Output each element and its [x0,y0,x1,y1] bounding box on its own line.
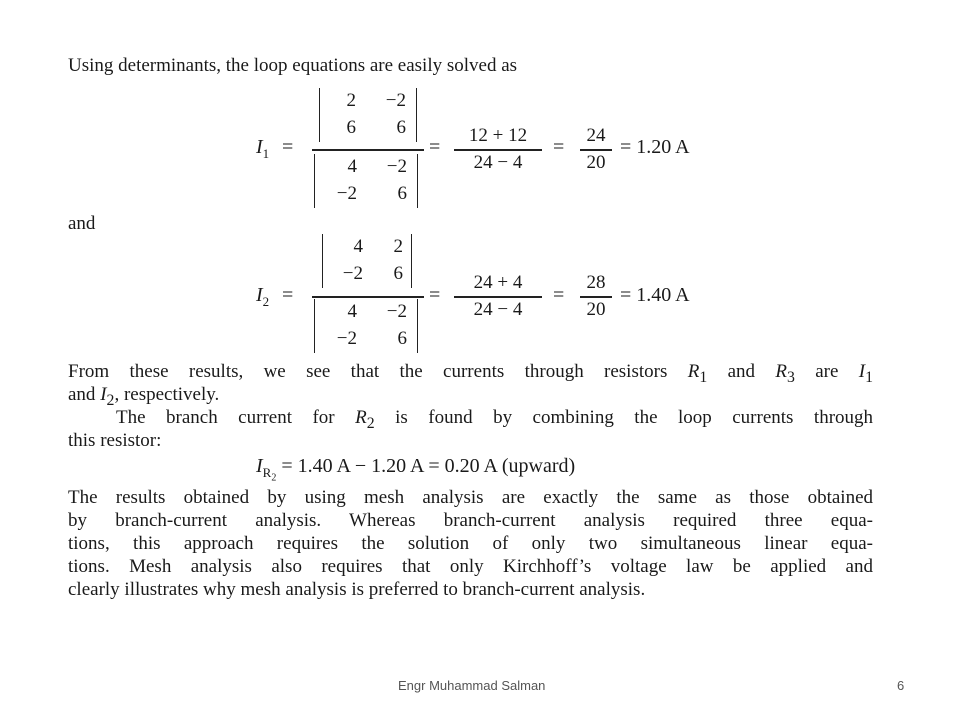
eq3-lhs-sub-r: R [262,465,272,480]
i2-var: I [100,384,107,405]
eq1-frac2-bar [580,149,612,151]
para2-line1-a: The branch current for [116,407,335,428]
para2-line2: this resistor: [68,430,162,451]
eq1-lhs-sub: 1 [262,146,270,161]
eq1-num-det-a21: 6 [346,117,356,138]
eq1-lhs [256,136,269,162]
para1-line1-text: From these results, we see that the currents through resistors [68,361,668,382]
para3-line3: tions, this approach requires the solution of only two simultaneous linear equa- [68,533,873,554]
eq2-frac2-bar [580,296,612,298]
i2-sub: 2 [106,391,115,409]
eq3-rhs: = 1.40 A − 1.20 A = 0.20 A (upward) [281,455,576,477]
eq1-main-fraction-bar [312,149,424,151]
eq2-result: = 1.40 A [620,284,690,306]
eq2-frac2-numerator: 28 [586,272,606,293]
eq1-equals-2: = [429,136,441,158]
eq1-denominator-determinant [314,154,418,208]
eq2-lhs [256,284,269,310]
eq1-den-det-a11: 4 [347,156,357,177]
eq1-den-det-a22: 6 [397,183,407,204]
para1-and-text: and [727,361,756,382]
eq2-frac2-denominator: 20 [586,299,606,320]
eq2-numerator-determinant [322,234,412,288]
eq2-den-det-a21: −2 [336,328,357,349]
r1-sub: 1 [699,368,708,386]
eq2-frac1-denominator: 24 − 4 [473,299,523,320]
eq2-num-det-a11: 4 [353,236,363,257]
r3-sub: 3 [786,368,795,386]
para1-are-text: are [815,361,839,382]
eq1-frac2-numerator: 24 [586,125,606,146]
eq1-num-det-a22: 6 [396,117,406,138]
i1-sub: 1 [865,368,874,386]
r2-sub: 2 [366,414,375,432]
r3-var: R [775,361,787,382]
eq1-result: = 1.20 A [620,136,690,158]
eq1-lhs-var: I [256,136,263,158]
and-text: and [68,213,96,234]
eq1-equals: = [282,136,294,158]
r1-var: R [687,361,700,382]
eq2-den-det-a12: −2 [386,301,407,322]
eq2-equals: = [282,284,294,306]
para1-line2-end: , respectively. [114,384,220,405]
eq2-num-det-a22: 6 [393,263,403,284]
para3-line1: The results obtained by using mesh analysis are exactly the same as those obtained [68,487,873,508]
eq2-equals-3: = [553,284,565,306]
eq2-frac1-bar [454,296,542,298]
eq1-frac2-denominator: 20 [586,152,606,173]
i1-var: I [858,361,866,382]
eq3-lhs [256,455,277,484]
eq1-frac1-numerator: 12 + 12 [468,125,528,146]
eq2-num-det-a12: 2 [393,236,403,257]
para2-line1-b: is found by combining the loop currents through [395,407,874,428]
eq1-num-det-a12: −2 [385,90,406,111]
eq2-denominator-determinant [314,299,418,353]
para1-line2-and: and [68,384,96,405]
eq2-equals-2: = [429,284,441,306]
eq1-equals-3: = [553,136,565,158]
eq2-frac1-numerator: 24 + 4 [473,272,523,293]
eq2-lhs-var: I [256,284,263,306]
eq2-den-det-a11: 4 [347,301,357,322]
eq1-num-det-a11: 2 [346,90,356,111]
footer-author: Engr Muhammad Salman [398,678,546,693]
eq1-frac1-denominator: 24 − 4 [473,152,523,173]
eq3-lhs-sub-2: 2 [271,472,277,484]
para3-line4: tions. Mesh analysis also requires that only Kirchhoff’s voltage law be applied and [68,556,873,577]
equation-ir2 [256,455,575,490]
eq1-frac1-bar [454,149,542,151]
eq3-lhs-var: I [256,455,263,477]
para3-line5: clearly illustrates why mesh analysis is preferred to branch-current analysis. [68,579,646,600]
eq2-num-det-a21: −2 [342,263,363,284]
para3-line2: by branch-current analysis. Whereas branch-current analysis required three equa- [68,510,873,531]
page-number: 6 [897,678,905,693]
intro-text: Using determinants, the loop equations are easily solved as [68,55,518,76]
eq2-lhs-sub: 2 [262,294,270,309]
eq1-numerator-determinant [319,88,417,142]
eq1-den-det-a12: −2 [386,156,407,177]
para2-line1 [116,406,873,435]
eq2-den-det-a22: 6 [397,328,407,349]
r2-var: R [355,407,367,428]
eq1-den-det-a21: −2 [336,183,357,204]
eq2-main-fraction-bar [312,296,424,298]
